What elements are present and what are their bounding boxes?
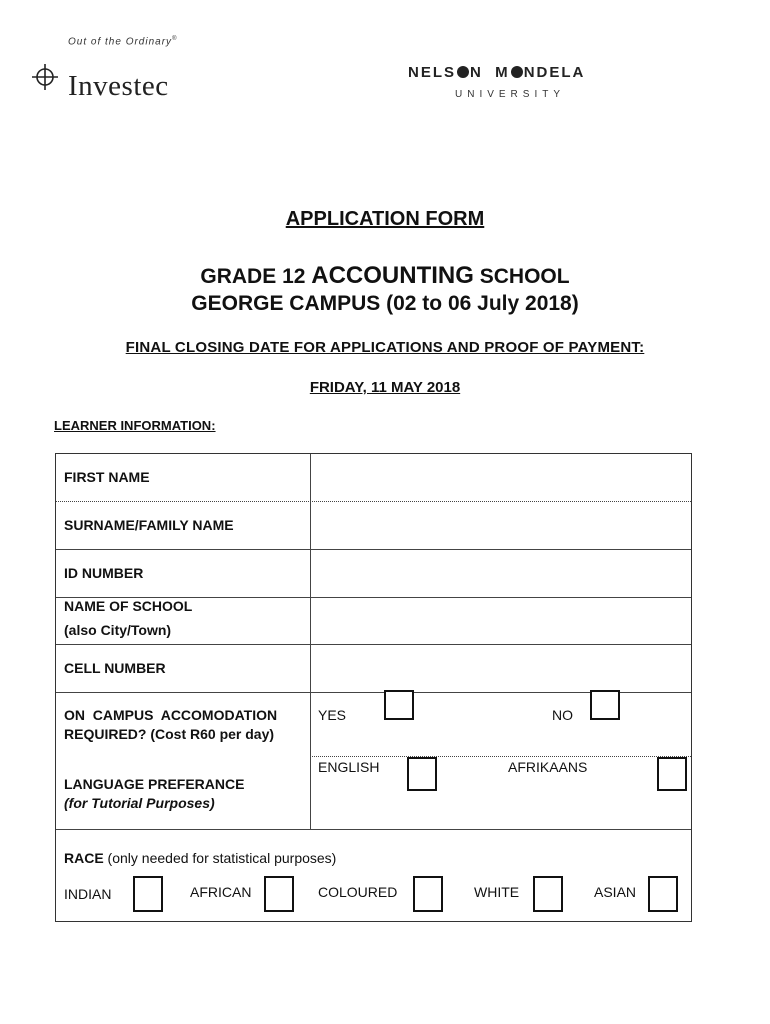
afrikaans-option-label: AFRIKAANS bbox=[508, 759, 588, 775]
id-number-label: ID NUMBER bbox=[64, 565, 144, 581]
nmu-logo-sub: UNIVERSITY bbox=[455, 89, 566, 100]
nmu-dot-icon bbox=[511, 66, 523, 78]
school-label: NAME OF SCHOOL bbox=[64, 598, 193, 614]
cell-number-field[interactable] bbox=[312, 645, 690, 691]
id-number-field[interactable] bbox=[312, 550, 690, 596]
closing-date: FRIDAY, 11 MAY 2018 bbox=[309, 379, 461, 396]
accommodation-no-checkbox[interactable] bbox=[590, 690, 620, 720]
accommodation-label: ON CAMPUS ACCOMODATION bbox=[64, 707, 278, 723]
surname-field[interactable] bbox=[312, 502, 690, 548]
surname-label: SURNAME/FAMILY NAME bbox=[64, 517, 234, 533]
race-option-label: INDIAN bbox=[64, 886, 112, 902]
investec-tagline: Out of the Ordinary® bbox=[68, 36, 178, 48]
course-title: GRADE 12 ACCOUNTING SCHOOL bbox=[200, 262, 570, 289]
closing-date-label: FINAL CLOSING DATE FOR APPLICATIONS AND PROOF OF PAYMENT: bbox=[125, 339, 645, 356]
race-option-label: WHITE bbox=[474, 884, 520, 900]
race-option-label: AFRICAN bbox=[190, 884, 252, 900]
column-divider bbox=[310, 454, 311, 829]
section-title: LEARNER INFORMATION: bbox=[54, 418, 216, 433]
learner-info-table bbox=[55, 453, 692, 922]
race-option-label: ASIAN bbox=[594, 884, 637, 900]
investec-zebra-icon bbox=[32, 64, 58, 90]
race-indian-checkbox[interactable] bbox=[133, 876, 163, 912]
language-afrikaans-checkbox[interactable] bbox=[657, 757, 687, 791]
row-divider bbox=[56, 829, 691, 830]
english-option-label: ENGLISH bbox=[318, 759, 380, 775]
accommodation-yes-checkbox[interactable] bbox=[384, 690, 414, 720]
language-english-checkbox[interactable] bbox=[407, 757, 437, 791]
nmu-dot-icon bbox=[457, 66, 469, 78]
form-title: APPLICATION FORM bbox=[285, 208, 485, 230]
first-name-field[interactable] bbox=[312, 454, 690, 500]
race-african-checkbox[interactable] bbox=[264, 876, 294, 912]
first-name-label: FIRST NAME bbox=[64, 469, 150, 485]
accommodation-label-sub: REQUIRED? (Cost R60 per day) bbox=[64, 726, 275, 742]
race-option-label: COLOURED bbox=[318, 884, 398, 900]
investec-logo: Investec bbox=[68, 70, 169, 102]
race-coloured-checkbox[interactable] bbox=[413, 876, 443, 912]
yes-option-label: YES bbox=[318, 707, 347, 723]
race-asian-checkbox[interactable] bbox=[648, 876, 678, 912]
cell-number-label: CELL NUMBER bbox=[64, 660, 166, 676]
campus-title: GEORGE CAMPUS (02 to 06 July 2018) bbox=[191, 292, 579, 315]
no-option-label: NO bbox=[552, 707, 573, 723]
race-label: RACE (only needed for statistical purposes) bbox=[64, 850, 337, 866]
school-sub-label: (also City/Town) bbox=[64, 622, 172, 638]
race-white-checkbox[interactable] bbox=[533, 876, 563, 912]
nmu-logo-name: NELS N M NDELA bbox=[408, 64, 586, 81]
school-field[interactable] bbox=[312, 598, 690, 643]
language-label-sub: (for Tutorial Purposes) bbox=[64, 795, 215, 811]
language-label: LANGUAGE PREFERANCE bbox=[64, 776, 245, 792]
